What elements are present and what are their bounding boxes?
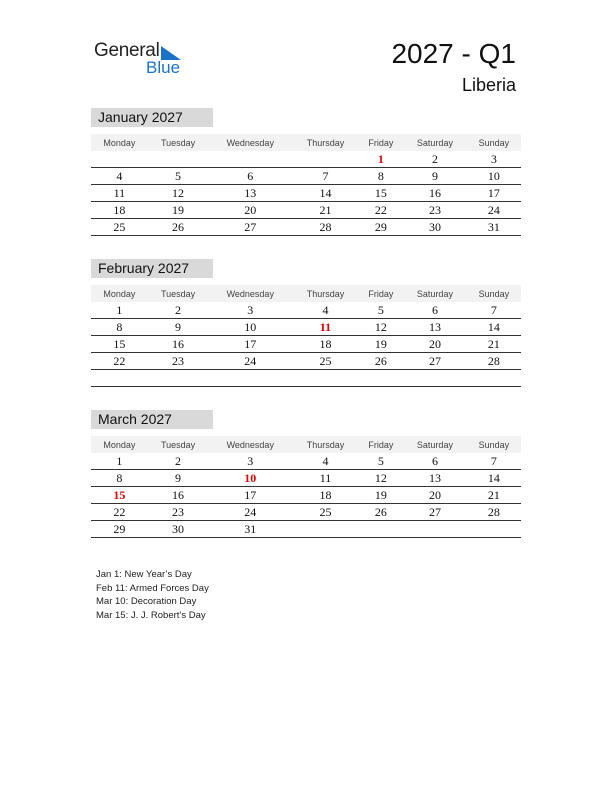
day-cell: 8 [359,168,403,185]
day-cell: 22 [359,202,403,219]
weekday-header: Saturday [403,134,467,151]
day-cell: 17 [208,336,292,353]
day-cell: 15 [359,185,403,202]
week-row [91,504,521,521]
day-cell [148,370,209,387]
month-label: March 2027 [91,410,213,429]
week-row [91,319,521,336]
day-cell: 21 [467,336,521,353]
day-cell [208,151,292,168]
day-cell [359,370,403,387]
day-cell: 9 [148,470,209,487]
day-cell [292,521,358,538]
day-cell: 17 [467,185,521,202]
day-cell [91,151,148,168]
holiday-note: Jan 1: New Year’s Day [96,569,192,580]
week-row [91,336,521,353]
day-cell [359,521,403,538]
day-cell: 11 [292,470,358,487]
day-cell: 4 [91,168,148,185]
day-cell: 23 [148,504,209,521]
day-cell: 14 [467,470,521,487]
day-cell: 6 [403,302,467,319]
logo-general-text: General [94,40,160,61]
day-cell: 26 [148,219,209,236]
day-cell [292,151,358,168]
weekday-header: Friday [359,285,403,302]
day-cell: 8 [91,319,148,336]
day-cell: 10 [208,319,292,336]
week-row [91,168,521,185]
country-name: Liberia [461,75,516,95]
day-cell: 14 [292,185,358,202]
weekday-header: Wednesday [208,285,292,302]
holiday-notes [96,568,209,622]
day-cell: 28 [292,219,358,236]
day-cell: 3 [208,453,292,470]
day-cell: 15 [91,336,148,353]
weekday-header: Sunday [467,436,521,453]
day-cell: 25 [292,504,358,521]
holiday-note: Feb 11: Armed Forces Day [96,582,209,594]
weekday-header: Monday [91,285,148,302]
day-cell: 12 [148,185,209,202]
week-row [91,370,521,387]
week-row [91,302,521,319]
weekday-header: Thursday [292,436,358,453]
logo-blue-text: Blue [146,58,181,77]
day-cell: 18 [292,336,358,353]
day-cell: 19 [359,487,403,504]
day-cell: 6 [403,453,467,470]
month-february [91,259,521,387]
day-cell: 21 [292,202,358,219]
day-cell: 9 [403,168,467,185]
day-cell: 24 [467,202,521,219]
holiday-note: Mar 10: Decoration Day [96,596,197,607]
day-cell [292,370,358,387]
day-cell: 15 [91,487,148,504]
day-cell: 25 [91,219,148,236]
day-cell: 5 [359,302,403,319]
day-cell: 28 [467,353,521,370]
day-cell [467,370,521,387]
day-cell: 27 [403,353,467,370]
day-cell: 20 [208,202,292,219]
logo [94,40,194,80]
day-cell: 26 [359,353,403,370]
month-label: January 2027 [91,108,213,127]
week-row [91,353,521,370]
weekday-header-row [91,134,521,151]
week-row [91,151,521,168]
day-cell: 31 [467,219,521,236]
day-cell: 19 [148,202,209,219]
day-cell: 16 [148,336,209,353]
calendar-table [91,285,521,387]
weekday-header: Saturday [403,436,467,453]
day-cell: 12 [359,470,403,487]
weekday-header: Friday [359,134,403,151]
day-cell: 1 [91,302,148,319]
day-cell: 4 [292,453,358,470]
day-cell: 13 [208,185,292,202]
weekday-header: Thursday [292,134,358,151]
day-cell: 21 [467,487,521,504]
day-cell: 1 [91,453,148,470]
day-cell: 11 [91,185,148,202]
day-cell: 7 [467,302,521,319]
calendar-table [91,436,521,538]
day-cell: 29 [91,521,148,538]
day-cell [403,521,467,538]
weekday-header: Monday [91,134,148,151]
week-row [91,453,521,470]
day-cell: 20 [403,487,467,504]
day-cell: 6 [208,168,292,185]
day-cell: 10 [208,470,292,487]
month-march [91,410,521,538]
day-cell: 23 [148,353,209,370]
weekday-header: Sunday [467,285,521,302]
day-cell: 17 [208,487,292,504]
weekday-header: Wednesday [208,436,292,453]
day-cell: 19 [359,336,403,353]
week-row [91,202,521,219]
weekday-header-row [91,436,521,453]
day-cell: 24 [208,353,292,370]
day-cell: 16 [148,487,209,504]
month-label: February 2027 [91,259,213,278]
day-cell: 25 [292,353,358,370]
day-cell: 9 [148,319,209,336]
day-cell: 16 [403,185,467,202]
day-cell: 8 [91,470,148,487]
day-cell: 27 [208,219,292,236]
week-row [91,219,521,236]
day-cell: 3 [467,151,521,168]
holiday-note: Mar 15: J. J. Robert’s Day [96,609,206,621]
weekday-header: Monday [91,436,148,453]
week-row [91,487,521,504]
page-title: 2027 - Q1 [391,38,516,69]
day-cell: 5 [359,453,403,470]
day-cell [208,370,292,387]
calendar-table [91,134,521,236]
weekday-header: Thursday [292,285,358,302]
day-cell: 20 [403,336,467,353]
day-cell [403,370,467,387]
day-cell: 13 [403,470,467,487]
day-cell: 7 [467,453,521,470]
week-row [91,185,521,202]
day-cell: 28 [467,504,521,521]
day-cell: 13 [403,319,467,336]
weekday-header: Tuesday [148,436,209,453]
day-cell: 10 [467,168,521,185]
day-cell: 27 [403,504,467,521]
day-cell [91,370,148,387]
day-cell: 7 [292,168,358,185]
day-cell: 23 [403,202,467,219]
day-cell: 3 [208,302,292,319]
day-cell: 31 [208,521,292,538]
month-january [91,108,521,236]
weekday-header-row [91,285,521,302]
day-cell [148,151,209,168]
day-cell: 12 [359,319,403,336]
day-cell: 30 [148,521,209,538]
week-row [91,470,521,487]
day-cell: 29 [359,219,403,236]
weekday-header: Wednesday [208,134,292,151]
day-cell: 22 [91,353,148,370]
day-cell: 1 [359,151,403,168]
day-cell: 24 [208,504,292,521]
weekday-header: Sunday [467,134,521,151]
day-cell: 2 [403,151,467,168]
weekday-header: Saturday [403,285,467,302]
day-cell: 30 [403,219,467,236]
day-cell: 2 [148,453,209,470]
day-cell: 18 [292,487,358,504]
day-cell [467,521,521,538]
day-cell: 26 [359,504,403,521]
day-cell: 11 [292,319,358,336]
day-cell: 18 [91,202,148,219]
day-cell: 5 [148,168,209,185]
weekday-header: Tuesday [148,134,209,151]
day-cell: 14 [467,319,521,336]
weekday-header: Friday [359,436,403,453]
day-cell: 4 [292,302,358,319]
weekday-header: Tuesday [148,285,209,302]
week-row [91,521,521,538]
day-cell: 2 [148,302,209,319]
day-cell: 22 [91,504,148,521]
